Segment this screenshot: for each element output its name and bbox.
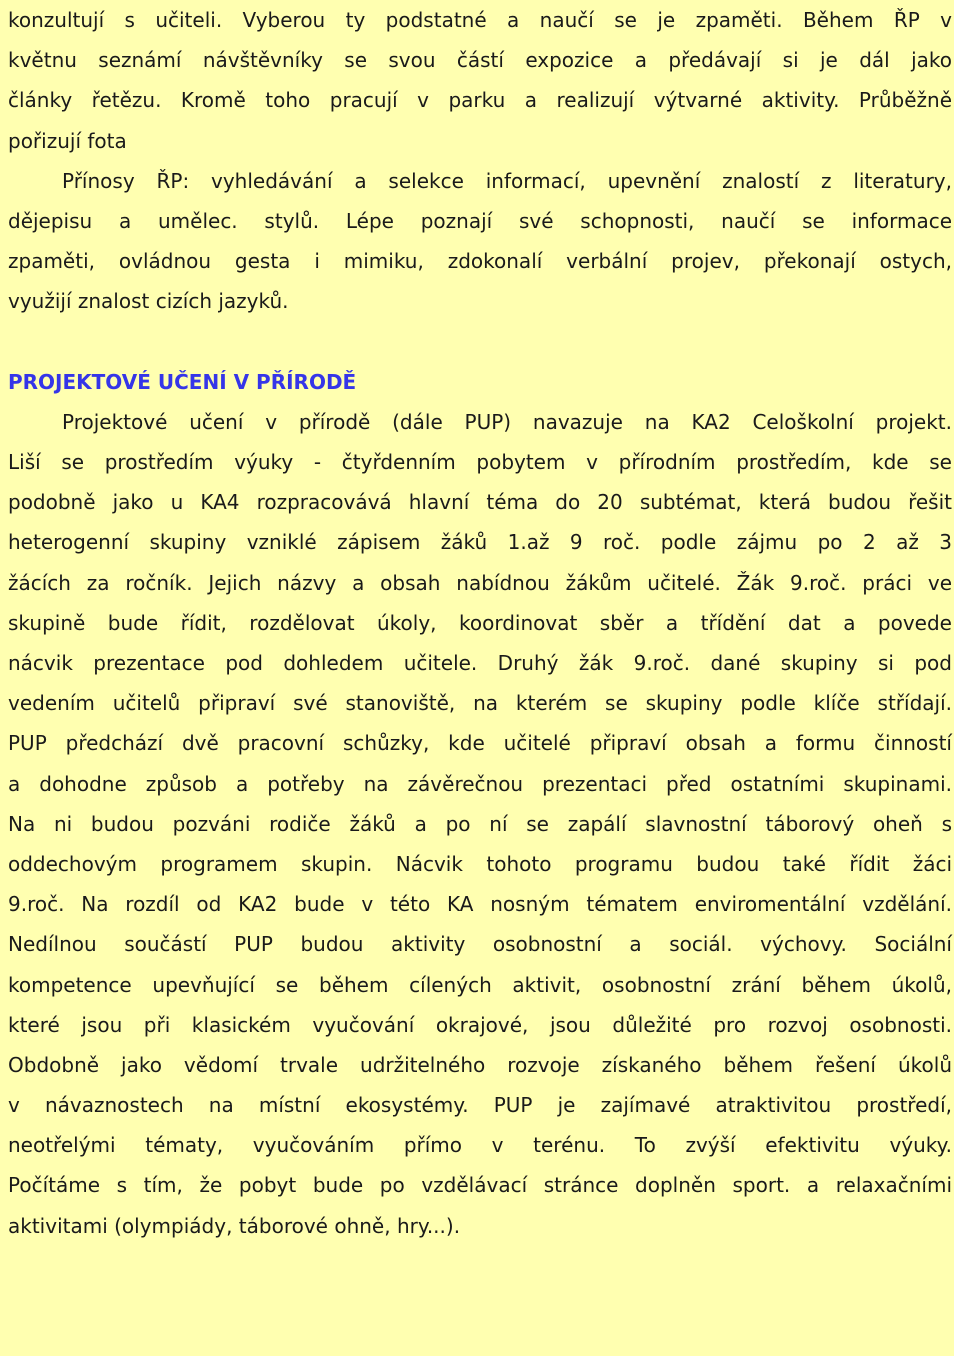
text-line: květnu seznámí návštěvníky se svou částí expozice a předávají si je dál jako bbox=[8, 48, 952, 73]
paragraph-pup bbox=[8, 402, 952, 1246]
document-body bbox=[8, 0, 952, 1246]
text-line: 9.roč. Na rozdíl od KA2 bude v této KA nosným tématem enviromentální vzdělání. bbox=[8, 892, 952, 917]
text-line: dějepisu a umělec. stylů. Lépe poznají své schopnosti, naučí se informace bbox=[8, 208, 952, 233]
text-line: Počítáme s tím, že pobyt bude po vzdělávací stránce doplněn sport. a relaxačními bbox=[8, 1173, 952, 1198]
blank-line bbox=[8, 322, 952, 362]
text-line: Přínosy ŘP: vyhledávání a selekce informací, upevnění znalostí z literatury, bbox=[62, 168, 952, 193]
text-line: Projektové učení v přírodě (dále PUP) navazuje na KA2 Celoškolní projekt. bbox=[62, 409, 952, 434]
text-line: články řetězu. Kromě toho pracují v parku a realizují výtvarné aktivity. Průběžně bbox=[8, 88, 952, 113]
text-line: podobně jako u KA4 rozpracovává hlavní téma do 20 subtémat, která budou řešit bbox=[8, 490, 952, 515]
text-line: heterogenní skupiny vzniklé zápisem žáků 1.až 9 roč. podle zájmu po 2 až 3 bbox=[8, 530, 952, 555]
text-line: kompetence upevňující se během cílených aktivit, osobnostní zrání během úkolů, bbox=[8, 972, 952, 997]
text-line: žácích za ročník. Jejich názvy a obsah nabídnou žákům učitelé. Žák 9.roč. práci ve bbox=[8, 570, 952, 595]
text-line: Na ni budou pozváni rodiče žáků a po ní se zapálí slavnostní táborový oheň s bbox=[8, 811, 952, 836]
text-line: skupině bude řídit, rozdělovat úkoly, koordinovat sběr a třídění dat a povede bbox=[8, 610, 952, 635]
section-heading: PROJEKTOVÉ UČENÍ V PŘÍRODĚ bbox=[8, 369, 357, 394]
text-line: oddechovým programem skupin. Nácvik tohoto programu budou také řídit žáci bbox=[8, 851, 952, 876]
text-line: aktivitami (olympiády, táborové ohně, hry...). bbox=[8, 1213, 461, 1238]
text-line: které jsou při klasickém vyučování okrajové, jsou důležité pro rozvoj osobnosti. bbox=[8, 1012, 952, 1037]
text-line: neotřelými tématy, vyučováním přímo v terénu. To zvýší efektivitu výuky. bbox=[8, 1133, 952, 1158]
text-line: a dohodne způsob a potřeby na závěrečnou prezentaci před ostatními skupinami. bbox=[8, 771, 952, 796]
text-line: PUP předchází dvě pracovní schůzky, kde učitelé připraví obsah a formu činností bbox=[8, 731, 952, 756]
text-line: využijí znalost cizích jazyků. bbox=[8, 289, 289, 314]
text-line: nácvik prezentace pod dohledem učitele. Druhý žák 9.roč. dané skupiny si pod bbox=[8, 651, 952, 675]
text-line: zpaměti, ovládnou gesta i mimiku, zdokonalí verbální projev, překonají ostych, bbox=[8, 249, 952, 274]
text-line: Obdobně jako vědomí trvale udržitelného rozvoje získaného během řešení úkolů bbox=[8, 1052, 952, 1077]
text-line: vedením učitelů připraví své stanoviště, na kterém se skupiny podle klíče střídají. bbox=[8, 691, 952, 716]
text-line: konzultují s učiteli. Vyberou ty podstatné a naučí se je zpaměti. Během ŘP v bbox=[8, 8, 952, 32]
paragraph-benefits bbox=[8, 161, 952, 322]
text-line: Nedílnou součástí PUP budou aktivity osobnostní a sociál. výchovy. Sociální bbox=[8, 932, 952, 957]
text-line: pořizují fota bbox=[8, 128, 127, 153]
text-line: v návaznostech na místní ekosystémy. PUP je zajímavé atraktivitou prostředí, bbox=[8, 1093, 952, 1118]
text-line: Liší se prostředím výuky - čtyřdenním pobytem v přírodním prostředím, kde se bbox=[8, 450, 952, 475]
paragraph-intro bbox=[8, 0, 952, 161]
